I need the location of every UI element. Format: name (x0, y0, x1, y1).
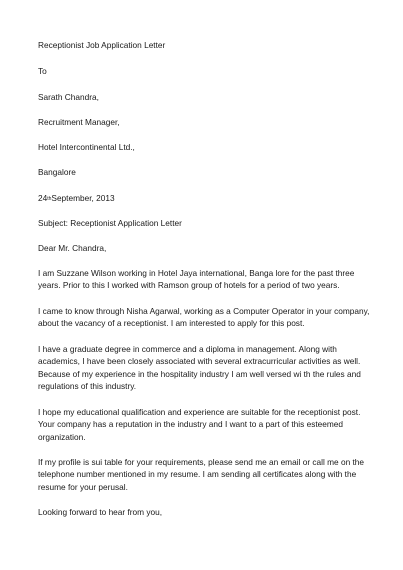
paragraph-line: I hope my educational qualification and experience are suitable for the receptionist post. (38, 407, 361, 417)
letter-heading: Receptionist Job Application Letter (38, 40, 166, 50)
paragraph-line: telephone number mentioned in my resume. I am sending all certificates along with the (38, 469, 357, 479)
paragraph-line: I came to know through Nisha Agarwal, working as a Computer Operator in your company, (38, 306, 370, 316)
date-rest: September, 2013 (51, 193, 115, 203)
salutation: Dear Mr. Chandra, (38, 243, 107, 253)
paragraph-line: organization. (38, 432, 86, 442)
recipient-name: Sarath Chandra, (38, 92, 99, 102)
subject-line: Subject: Receptionist Application Letter (38, 218, 182, 228)
company-name: Hotel Intercontinental Ltd., (38, 142, 135, 152)
paragraph-line: Because of my experience in the hospitality industry I am well versed wi th the rules and (38, 369, 361, 379)
paragraph-line: Your company has a reputation in the industry and I want to a part of this esteemed (38, 419, 344, 429)
letter-date (38, 193, 115, 204)
paragraph-line: academics, I have been closely associated with several extracurricular activities as well. (38, 356, 361, 366)
paragraph-line: about the vacancy of a receptionist. I am interested to apply for this post. (38, 318, 305, 328)
paragraph-line: regulations of this industry. (38, 381, 137, 391)
recipient-title: Recruitment Manager, (38, 117, 120, 127)
paragraph-line: I have a graduate degree in commerce and a diploma in management. Along with (38, 344, 337, 354)
closing-line: Looking forward to hear from you, (38, 507, 163, 517)
date-day: 24 (38, 193, 48, 203)
to-label: To (38, 66, 47, 76)
date-suffix: th (47, 196, 52, 202)
city: Bangalore (38, 167, 76, 177)
paragraph-line: I am Suzzane Wilson working in Hotel Jaya international, Banga lore for the past three (38, 268, 355, 278)
paragraph-line: If my profile is sui table for your requirements, please send me an email or call me on the (38, 457, 365, 467)
paragraph-line: resume for your perusal. (38, 482, 128, 492)
paragraph-line: years. Prior to this I worked with Ramson group of hotels for a period of two years. (38, 280, 340, 290)
